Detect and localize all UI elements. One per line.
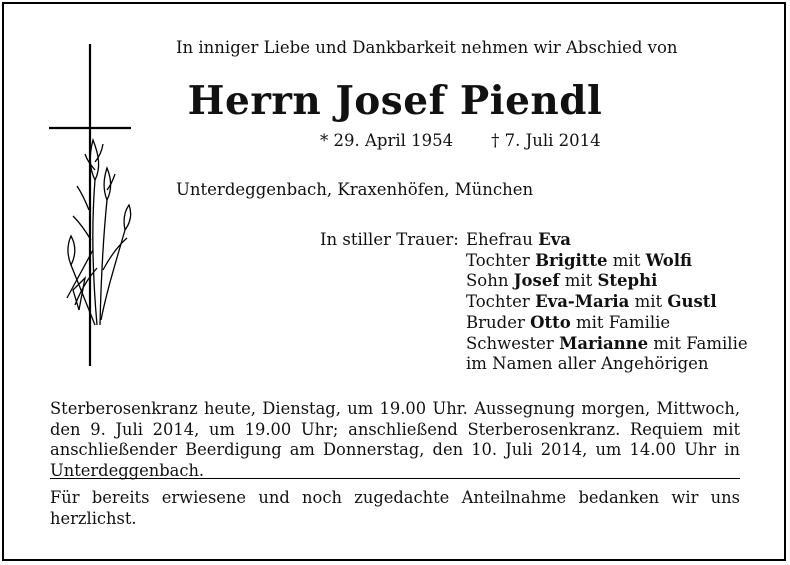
mourner-row: Ehefrau Eva (466, 230, 571, 249)
mourner-row: Schwester Marianne mit Familie (466, 333, 748, 353)
birth-date: * 29. April 1954 (320, 131, 454, 150)
service-paragraph: Sterberosenkranz heute, Dienstag, um 19.00 Uhr. Aussegnung morgen, Mittwoch, den 9. Juli 2014, um 19.00 Uhr; anschließend Sterberosenkranz. Requiem mit anschließender Beerdigung am Donnerstag, den 10. Juli 2014, um 14.00 Uhr in Unterdeggenbach. (50, 399, 740, 480)
mourner-row: Bruder Otto mit Familie (466, 312, 671, 332)
mourning-label: In stiller Trauer: (320, 230, 459, 249)
mourner-row: Tochter Brigitte mit Wolfi (466, 250, 693, 270)
intro-line: In inniger Liebe und Dankbarkeit nehmen wir Abschied von (176, 38, 678, 57)
divider (50, 478, 740, 479)
places-line: Unterdeggenbach, Kraxenhöfen, München (176, 180, 534, 199)
deceased-name: Herrn Josef Piendl (187, 78, 603, 124)
mourners-list (466, 230, 748, 375)
death-date: † 7. Juli 2014 (491, 131, 601, 150)
life-dates (320, 131, 601, 150)
mourner-row: Tochter Eva-Maria mit Gustl (466, 292, 717, 312)
thanks-paragraph: Für bereits erwiesene und noch zugedachte Anteilnahme bedanken wir uns herzlichst. (50, 488, 740, 528)
mourner-row: Sohn Josef mit Stephi (466, 271, 658, 291)
mourner-row: im Namen aller Angehörigen (466, 354, 709, 374)
